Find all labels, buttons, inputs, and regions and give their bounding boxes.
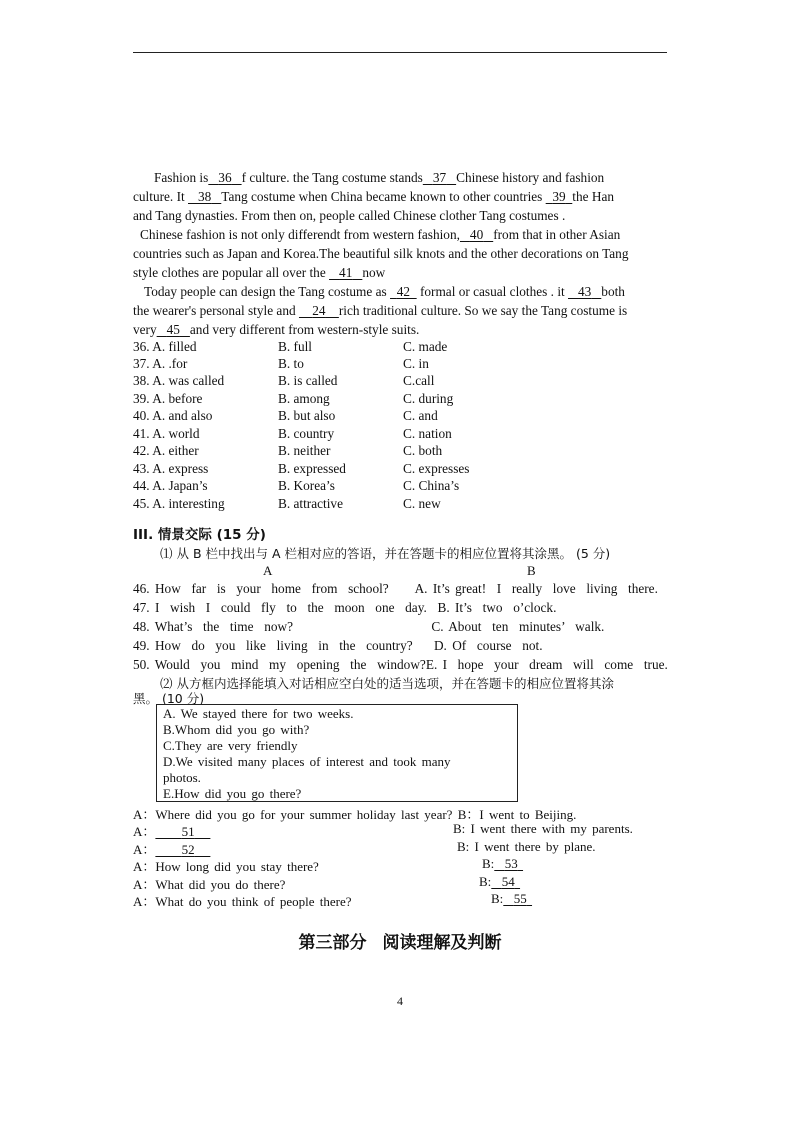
match-row: 46. How far is your home from school? A. It’s great! I really love living there. (133, 581, 658, 596)
dialog-line: A：What did you do there? (133, 877, 286, 892)
options-row: 42. A. either B. neither C. both (133, 443, 443, 458)
passage-line-9: very 45 and very different from western-style suits. (133, 322, 420, 337)
dialog-line: A： 51 (133, 821, 210, 840)
blank-52: 52 (181, 842, 195, 857)
page-number: 4 (397, 994, 403, 1008)
match-row: 47. I wish I could fly to the moon one day. B. It’s two o’clock. (133, 600, 557, 615)
options-row: 40. A. and also B. but also C. and (133, 408, 438, 423)
options-box (156, 704, 518, 802)
box-option: B.Whom did you go with? (163, 722, 310, 737)
dialog-line: A：What do you think of people there? (133, 894, 352, 909)
dialog-line: B: 55 (491, 891, 532, 907)
column-a-label: A (263, 563, 273, 578)
blank-38: 38 (198, 189, 212, 204)
box-option: photos. (163, 770, 201, 785)
blank-39: 39 (552, 189, 566, 204)
passage-line-1: Fashion is 36 f culture. the Tang costume stands 37 Chinese history and fashion (154, 170, 605, 185)
part2-instruction: ⑵ 从方框内选择能填入对话相应空白处的适当选项，并在答题卡的相应位置将其涂 (160, 676, 614, 691)
options-row: 44. A. Japan’s B. Korea’s C. China’s (133, 478, 460, 493)
passage-line-4: Chinese fashion is not only differendt from western fashion, 40 from that in other Asian (140, 227, 621, 242)
blank-43: 43 (578, 284, 592, 299)
passage-line-8: the wearer's personal style and 24 rich traditional culture. So we say the Tang costume is (133, 303, 628, 318)
match-row: 49. How do you like living in the country? D. Of course not. (133, 638, 543, 653)
blank-55: 55 (513, 891, 527, 906)
passage-line-3: and Tang dynasties. From then on, people called Chinese clother Tang costumes . (133, 208, 566, 223)
options-row: 45. A. interesting B. attractive C. new (133, 496, 441, 511)
blank-51: 51 (181, 824, 195, 839)
dialog-line: A：Where did you go for your summer holiday last year? B：I went to Beijing. (133, 807, 577, 822)
dialog-line: B: I went there with my parents. (453, 821, 633, 836)
box-option: E.How did you go there? (163, 786, 302, 801)
blank-54: 54 (501, 874, 515, 889)
blank-44: 24 (312, 303, 326, 318)
box-option: C.They are very friendly (163, 738, 298, 753)
part2-instruction-cont: 黑。 (10 分) (133, 691, 205, 706)
dialog-line: B: I went there by plane. (457, 839, 596, 854)
column-b-label: B (527, 563, 536, 578)
options-row: 43. A. express B. expressed C. expresses (133, 461, 470, 476)
match-row: 50. Would you mind my opening the window?E. I hope your dream will come true. (133, 657, 668, 672)
part3-title: 第三部分 阅读理解及判断 (298, 933, 502, 953)
dialog-line: B: 54 (479, 874, 520, 890)
options-row: 37. A. .for B. to C. in (133, 356, 429, 371)
passage-line-5: countries such as Japan and Korea.The beautiful silk knots and the other decorations on Tang (133, 246, 629, 261)
box-option: D.We visited many places of interest and took many (163, 754, 451, 769)
header-rule (133, 52, 667, 53)
blank-36: 36 (218, 170, 232, 185)
part1-instruction: ⑴ 从 B 栏中找出与 A 栏相对应的答语，并在答题卡的相应位置将其涂黑。 (5 分) (160, 546, 611, 561)
match-row: 48. What’s the time now? C. About ten minutes’ walk. (133, 619, 605, 634)
dialog-line: B: 53 (482, 856, 523, 872)
box-option: A. We stayed there for two weeks. (163, 706, 354, 721)
options-row: 36. A. filled B. full C. made (133, 339, 448, 354)
passage-line-7: Today people can design the Tang costume as 42 formal or casual clothes . it 43 both (144, 284, 625, 299)
passage-line-6: style clothes are popular all over the 41 now (133, 265, 386, 280)
dialog-line: A： 52 (133, 839, 210, 858)
blank-40: 40 (469, 227, 484, 242)
blank-53: 53 (504, 856, 518, 871)
blank-42: 42 (396, 284, 410, 299)
options-row: 41. A. world B. country C. nation (133, 426, 452, 441)
passage-line-2: culture. It 38 Tang costume when China became known to other countries 39 the Han (133, 189, 615, 204)
blank-41: 41 (339, 265, 353, 280)
blank-45: 45 (166, 322, 180, 337)
dialog-line: A：How long did you stay there? (133, 859, 319, 874)
options-row: 38. A. was called B. is called C.call (133, 373, 435, 388)
section-heading: III. 情景交际 (15 分) (133, 527, 266, 543)
options-row: 39. A. before B. among C. during (133, 391, 454, 406)
blank-37: 37 (432, 170, 447, 185)
